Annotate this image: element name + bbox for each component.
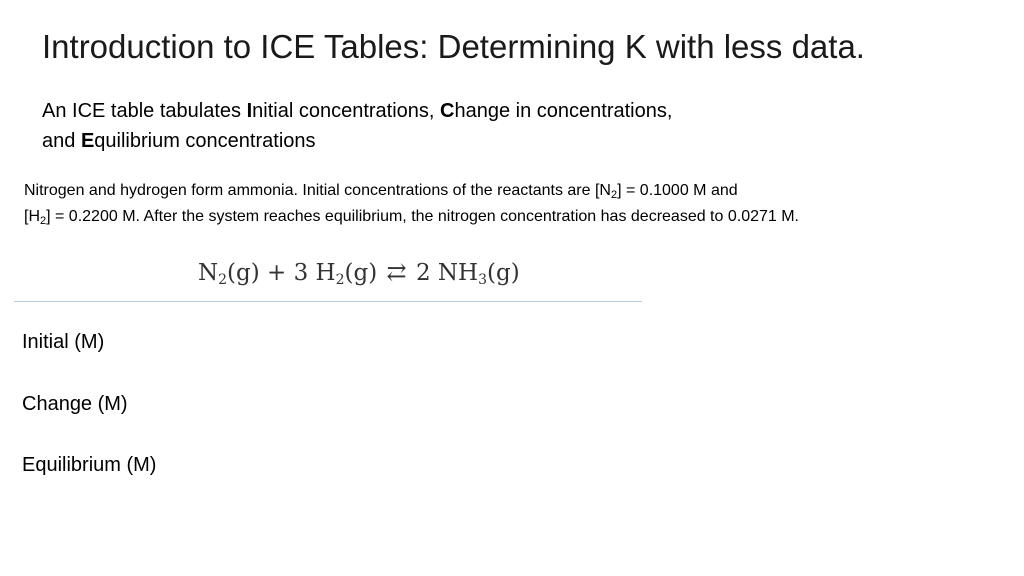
h2-subscript: 2 [40, 215, 47, 227]
problem-line-2 [24, 204, 799, 230]
definition-line-1 [42, 96, 672, 126]
change-text: hange in concentrations, [454, 100, 673, 122]
problem-text-1b: ] = 0.1000 M and [617, 182, 738, 199]
eq-n2-state: (g) + 3 H [227, 260, 336, 286]
eq-product: 2 NH [415, 260, 479, 286]
definition-and: and [42, 130, 81, 152]
initial-text: nitial concentrations, [252, 100, 441, 122]
problem-line-1 [24, 178, 799, 204]
equilibrium-text: quilibrium concentrations [94, 130, 316, 152]
eq-product-state: (g) [487, 260, 520, 286]
problem-text-1a: Nitrogen and hydrogen form ammonia. Initial concentrations of the reactants are [N [24, 182, 611, 199]
ice-row-initial: Initial (M) [22, 331, 105, 353]
ice-table-definition [42, 96, 672, 156]
change-letter: C [440, 100, 455, 122]
equilibrium-letter: E [80, 130, 95, 152]
eq-nh3-sub: 3 [478, 272, 488, 288]
definition-line-2 [42, 126, 672, 156]
slide-title: Introduction to ICE Tables: Determining K with less data. [42, 28, 865, 65]
problem-text-2a: [H [24, 208, 40, 225]
problem-statement [24, 178, 799, 230]
ice-row-change: Change (M) [22, 393, 128, 415]
n2-subscript: 2 [610, 189, 618, 201]
eq-n2-sub: 2 [218, 272, 228, 288]
ice-row-equilibrium: Equilibrium (M) [22, 454, 157, 476]
equation-divider [14, 301, 642, 302]
eq-h2-sub: 2 [335, 272, 345, 288]
initial-letter: I [246, 100, 253, 122]
problem-text-2b: ] = 0.2200 M. After the system reaches equilibrium, the nitrogen concentration has decreased to 0.0271 M. [46, 208, 799, 225]
eq-h2-state: (g) [344, 260, 378, 286]
reaction-equation [198, 258, 520, 286]
definition-prefix: An ICE table tabulates [42, 100, 247, 122]
eq-n2: N [198, 260, 219, 286]
equilibrium-arrow-icon: ⇄ [386, 258, 407, 286]
